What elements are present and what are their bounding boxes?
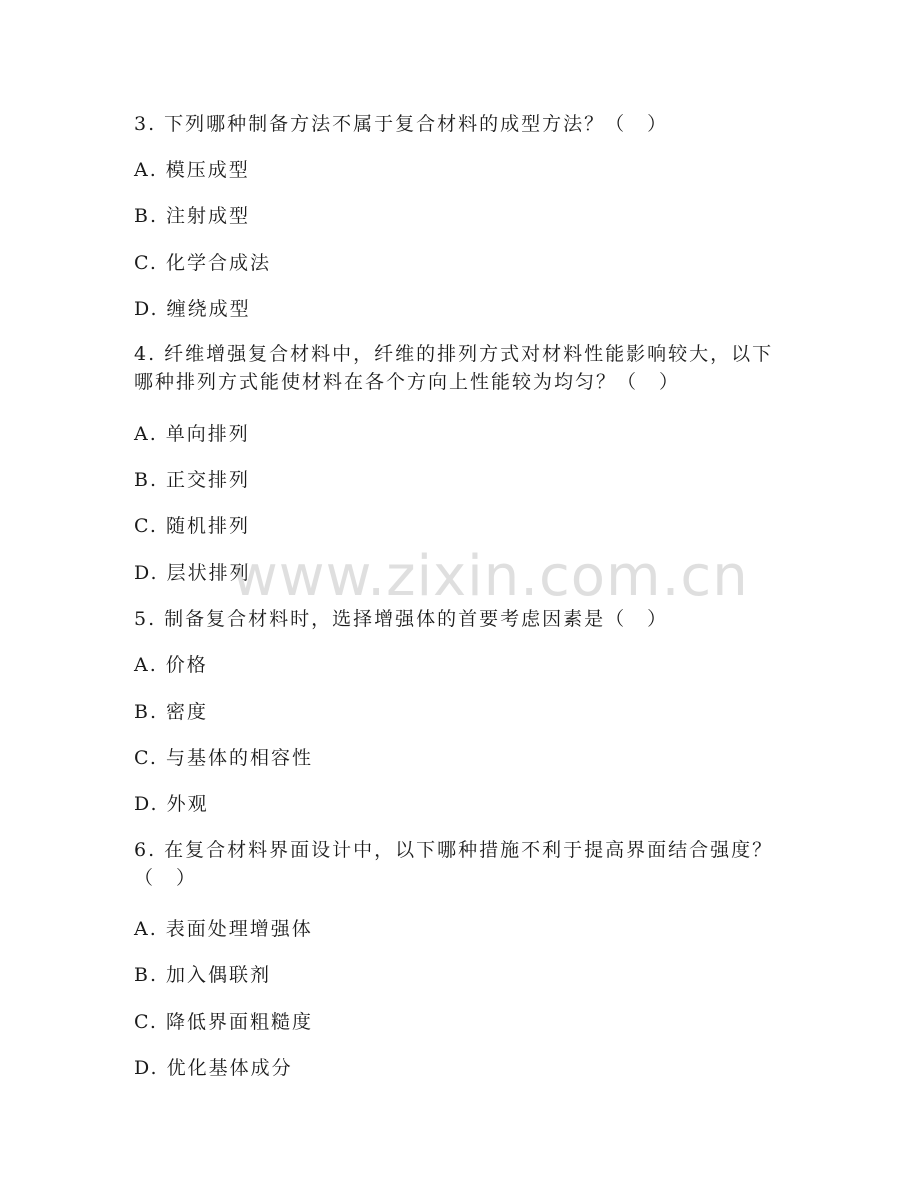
question-4-option-c: C. 随机排列 <box>134 515 250 537</box>
question-3-option-b: B. 注射成型 <box>134 205 251 227</box>
question-6-option-d: D. 优化基体成分 <box>134 1057 293 1079</box>
question-5-option-c: C. 与基体的相容性 <box>134 747 313 769</box>
question-4-option-b: B. 正交排列 <box>134 469 251 491</box>
question-3-option-a: A. 模压成型 <box>134 159 250 181</box>
question-6-option-c: C. 降低界面粗糙度 <box>134 1011 313 1033</box>
question-5-option-d: D. 外观 <box>134 793 209 815</box>
question-3-option-d: D. 缠绕成型 <box>134 298 251 320</box>
question-3-option-c: C. 化学合成法 <box>134 252 271 274</box>
question-5-option-b: B. 密度 <box>134 701 209 723</box>
question-5-stem: 5. 制备复合材料时，选择增强体的首要考虑因素是（ ） <box>134 608 669 630</box>
question-3-stem: 3. 下列哪种制备方法不属于复合材料的成型方法？（ ） <box>134 113 669 135</box>
site-watermark: www.zixin.com.cn <box>232 544 749 609</box>
question-6-option-a: A. 表面处理增强体 <box>134 918 313 940</box>
question-6-option-b: B. 加入偶联剂 <box>134 964 272 986</box>
question-5-option-a: A. 价格 <box>134 654 208 676</box>
question-4-stem: 4. 纤维增强复合材料中，纤维的排列方式对材料性能影响较大，以下哪种排列方式能使材料在各个方向上性能较为均匀？（ ） <box>134 343 774 393</box>
question-4-option-d: D. 层状排列 <box>134 562 251 584</box>
question-6-stem: 6. 在复合材料界面设计中，以下哪种措施不利于提高界面结合强度？（ ） <box>134 839 774 889</box>
question-4-option-a: A. 单向排列 <box>134 423 250 445</box>
